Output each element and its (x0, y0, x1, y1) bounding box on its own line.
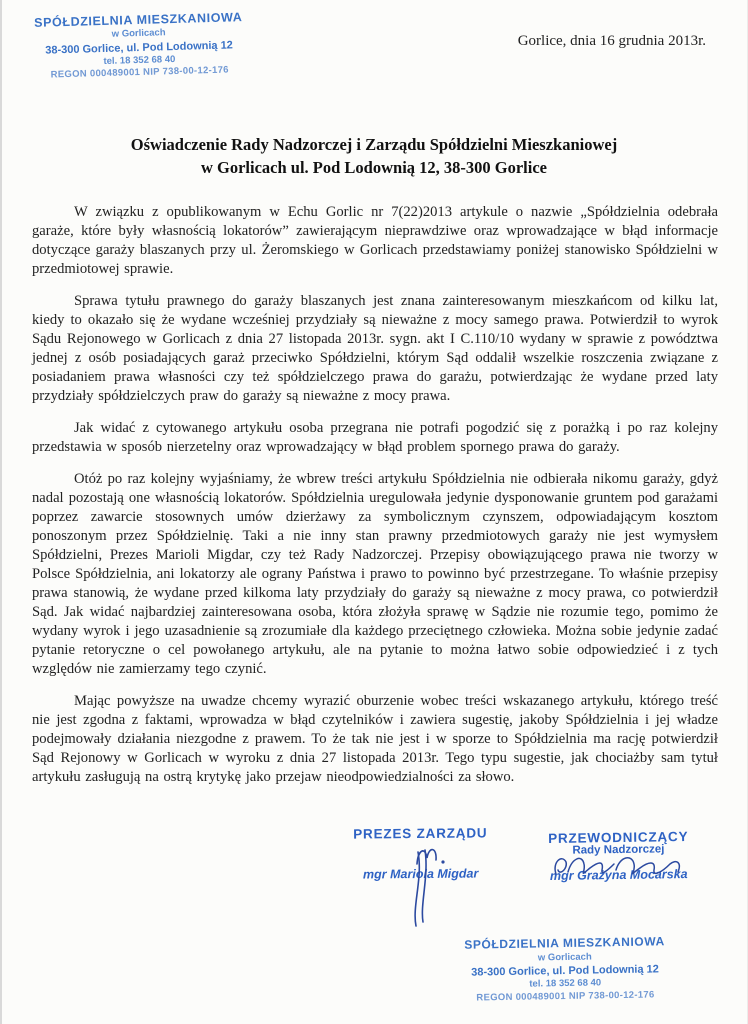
signature-chairman-title: PRZEWODNICZĄCY (548, 829, 689, 846)
stamp-phone: tel. 18 352 68 40 (529, 977, 602, 990)
signature-block-president (348, 825, 493, 881)
header-stamp (25, 9, 253, 83)
footer-stamp (419, 933, 710, 1005)
body-paragraph-2: Sprawa tytułu prawnego do garaży blaszanych jest znana zainteresowanym mieszkańcom od kilku lat, kiedy to okazało się że wydane wcześniej przydziały są nieważne z mocy samego prawa. Potwierdził to wyrok Sądu Rejonowego w Gorlicach z dnia 27 listopada 2013r. sygn. akt I C.110/10 wydany w sprawie z powództwa jednej z osób posiadających garaż przeciwko Spółdzielni, którym Sąd oddalił wszelkie roszczenia związane z posiadaniem prawa własności czy też spółdzielczego prawa do garażu, potwierdzając że wydane przed laty przydziały spółdzielczych praw do garaży są nieważne z mocy prawa. (32, 293, 718, 404)
document-body (32, 203, 718, 800)
body-paragraph-5: Mając powyższe na uwadze chcemy wyrazić oburzenie wobec treści wskazanego artykułu, którego treść nie jest zgodna z faktami, wprowadza w błąd czytelników i zawiera sugestię, jakoby Spółdzielnia i jej władze podejmowały działania niezgodne z prawem. To że tak nie jest i w sporze to Spółdzielnia ma rację potwierdził Sąd Rejonowy w Gorlicach w wyroku z dnia 27 listopada 2013r. Tego typu sugestie, jak chociażby sam tytuł artykułu zasługują na ostrą krytykę jako przejaw nieodpowiedzialności za słowo. (32, 693, 718, 785)
stamp-org-name: SPÓŁDZIELNIA MIESZKANIOWA (33, 10, 243, 30)
signature-president-title: PREZES ZARZĄDU (353, 825, 488, 842)
stamp-regon-nip: REGON 000489001 NIP 738-00-12-176 (50, 64, 229, 81)
signature-chairman-subtitle: Rady Nadzorczej (572, 843, 665, 857)
body-paragraph-1: W związku z opublikowanym w Echu Gorlic nr 7(22)2013 artykule o nazwie „Spółdzielnia odebrała garaże, które były własnością lokatorów” zawierającym nieprawdziwe oraz wprowadzające w błąd informacje dotyczące garaży blaszanych przy ul. Żeromskiego w Gorlicach przedstawiamy poniżej stanowisko Spółdzielni w przedmiotowej sprawie. (32, 204, 718, 277)
signature-president-name: mgr Mariola Migdar (362, 866, 479, 882)
stamp-city: w Gorlicach (111, 27, 166, 41)
stamp-org-name: SPÓŁDZIELNIA MIESZKANIOWA (464, 934, 665, 952)
body-paragraph-4: Otóż po raz kolejny wyjaśniamy, że wbrew treści artykułu Spółdzielnia nie odbierała nikomu garaży, gdyż nadal pozostają one własnością lokatorów. Spółdzielnia uregulowała jedynie dysponowanie gruntem pod garażami poprzez zawarcie stosownych umów dzierżawy za symbolicznym czynszem, odpowiadającym kosztom ponoszonym przez Spółdzielnię. Taki a nie inny stan prawny przedmiotowych garaży nie jest wymysłem Spółdzielni, Prezes Marioli Migdar, czy też Rady Nadzorczej. Przepisy obowiązującego prawa nie tworzy w Polsce Spółdzielnia, ani lokatorzy ale ograny Państwa i prawo to powinno być przestrzegane. To właśnie przepisy prawa stanowią, że wydane przed kilkoma laty przydziały do garaży są nieważne z mocy prawa, co potwierdził Sąd. Jak widać najbardziej zainteresowana osoba, która złożyła sprawę w Sądzie nie rozumie tego, pomimo że wydany wyrok i jego uzasadnienie są zrozumiałe dla każdego przeciętnego człowieka. Można sobie jedynie zadać pytanie retoryczne o cel powołanego artykułu, ale na pytanie to można łatwo sobie odpowiedzieć i z tych względów nie zamierzamy tego czynić. (32, 471, 718, 677)
document-title (0, 133, 748, 179)
document-title-line2: w Gorlicach ul. Pod Lodownią 12, 38-300 Gorlice (200, 158, 548, 177)
body-paragraph-3: Jak widać z cytowanego artykułu osoba przegrana nie potrafi pogodzić się z porażką i po raz kolejny przedstawia w sposób nierzetelny oraz wprowadzający w błąd problem spornego prawa do garaży. (32, 420, 718, 455)
date-line: Gorlice, dnia 16 grudnia 2013r. (517, 33, 706, 49)
document-title-line1: Oświadczenie Rady Nadzorczej i Zarządu Spółdzielni Mieszkaniowej (130, 135, 618, 154)
stamp-city: w Gorlicach (537, 951, 592, 964)
stamp-phone: tel. 18 352 68 40 (103, 53, 176, 67)
signature-block-chairman (536, 829, 702, 883)
signature-chairman-name: mgr Grażyna Mocarska (549, 867, 688, 883)
stamp-address: 38-300 Gorlice, ul. Pod Lodownią 12 (45, 38, 234, 57)
stamp-address: 38-300 Gorlice, ul. Pod Lodownią 12 (471, 963, 659, 979)
stamp-regon-nip: REGON 000489001 NIP 738-00-12-176 (476, 989, 655, 1004)
